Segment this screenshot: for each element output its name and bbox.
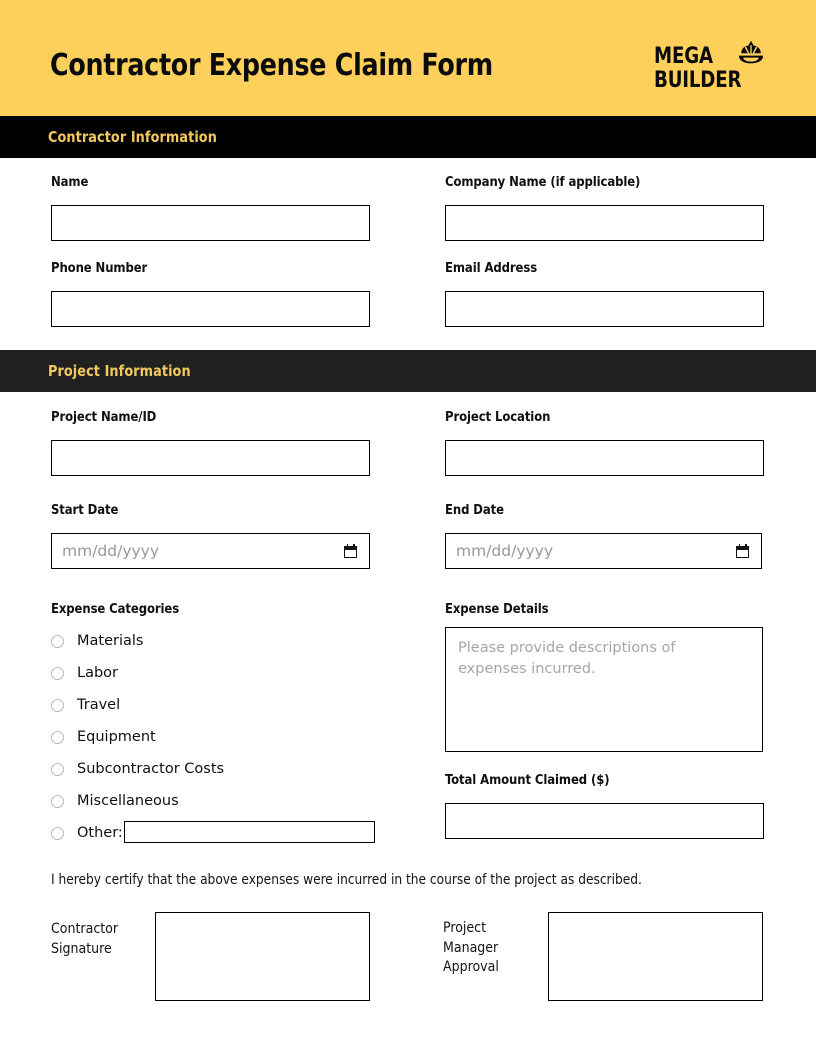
page-title: Contractor Expense Claim Form [50,48,493,83]
calendar-icon[interactable] [736,544,749,558]
radio-label-equipment: Equipment [77,729,156,745]
radio-label-other: Other: [77,825,123,841]
end-date-input[interactable] [445,533,762,569]
radio-option-travel[interactable] [51,695,120,715]
label-end-date: End Date [445,502,504,518]
label-email-address: Email Address [445,260,538,276]
section-title-project-information: Project Information [48,362,191,380]
label-contractor-signature: Contractor Signature [51,921,119,957]
radio-option-labor[interactable] [51,663,118,683]
radio-label-travel: Travel [77,697,121,713]
calendar-icon[interactable] [344,544,357,558]
radio-circle-icon[interactable] [51,827,64,840]
brand-logo-line2: BUILDER [654,68,742,93]
label-name: Name [51,174,89,190]
label-expense-categories: Expense Categories [51,601,180,617]
certification-statement: I hereby certify that the above expenses were incurred in the course of the project as described. [51,872,642,888]
label-start-date: Start Date [51,502,119,518]
section-header-contractor-information [0,116,816,158]
label-project-name-id: Project Name/ID [51,409,157,425]
radio-option-miscellaneous[interactable] [51,791,179,811]
brand-logo [654,45,764,93]
other-category-input[interactable] [124,821,375,843]
project-name-id-input[interactable] [51,440,370,476]
radio-label-miscellaneous: Miscellaneous [77,793,179,809]
end-date-placeholder: mm/dd/yyyy [456,542,554,560]
radio-option-equipment[interactable] [51,727,156,747]
radio-option-materials[interactable] [51,631,143,651]
radio-label-subcontractor-costs: Subcontractor Costs [77,761,225,777]
label-project-manager-approval: Project Manager Approval [443,920,499,975]
radio-circle-icon[interactable] [51,763,64,776]
label-total-amount-claimed: Total Amount Claimed ($) [445,772,610,788]
radio-circle-icon[interactable] [51,795,64,808]
start-date-input[interactable] [51,533,370,569]
page-header-banner [0,0,816,116]
project-manager-approval-box[interactable] [548,912,763,1001]
radio-circle-icon[interactable] [51,635,64,648]
section-title-contractor-information: Contractor Information [48,128,217,146]
brand-logo-line1: MEGA [654,44,713,69]
label-project-location: Project Location [445,409,551,425]
expense-details-textarea[interactable] [445,627,763,752]
radio-label-labor: Labor [77,665,119,681]
radio-circle-icon[interactable] [51,667,64,680]
label-phone-number: Phone Number [51,260,148,276]
contractor-signature-box[interactable] [155,912,370,1001]
label-expense-details: Expense Details [445,601,549,617]
name-input[interactable] [51,205,370,241]
start-date-placeholder: mm/dd/yyyy [62,542,160,560]
radio-circle-icon[interactable] [51,731,64,744]
radio-label-materials: Materials [77,633,144,649]
project-location-input[interactable] [445,440,764,476]
radio-option-subcontractor-costs[interactable] [51,759,224,779]
phone-number-input[interactable] [51,291,370,327]
total-amount-claimed-input[interactable] [445,803,764,839]
label-company-name: Company Name (if applicable) [445,174,641,190]
radio-option-other[interactable] [51,823,123,843]
email-address-input[interactable] [445,291,764,327]
radio-circle-icon[interactable] [51,699,64,712]
section-header-project-information [0,350,816,392]
company-name-input[interactable] [445,205,764,241]
